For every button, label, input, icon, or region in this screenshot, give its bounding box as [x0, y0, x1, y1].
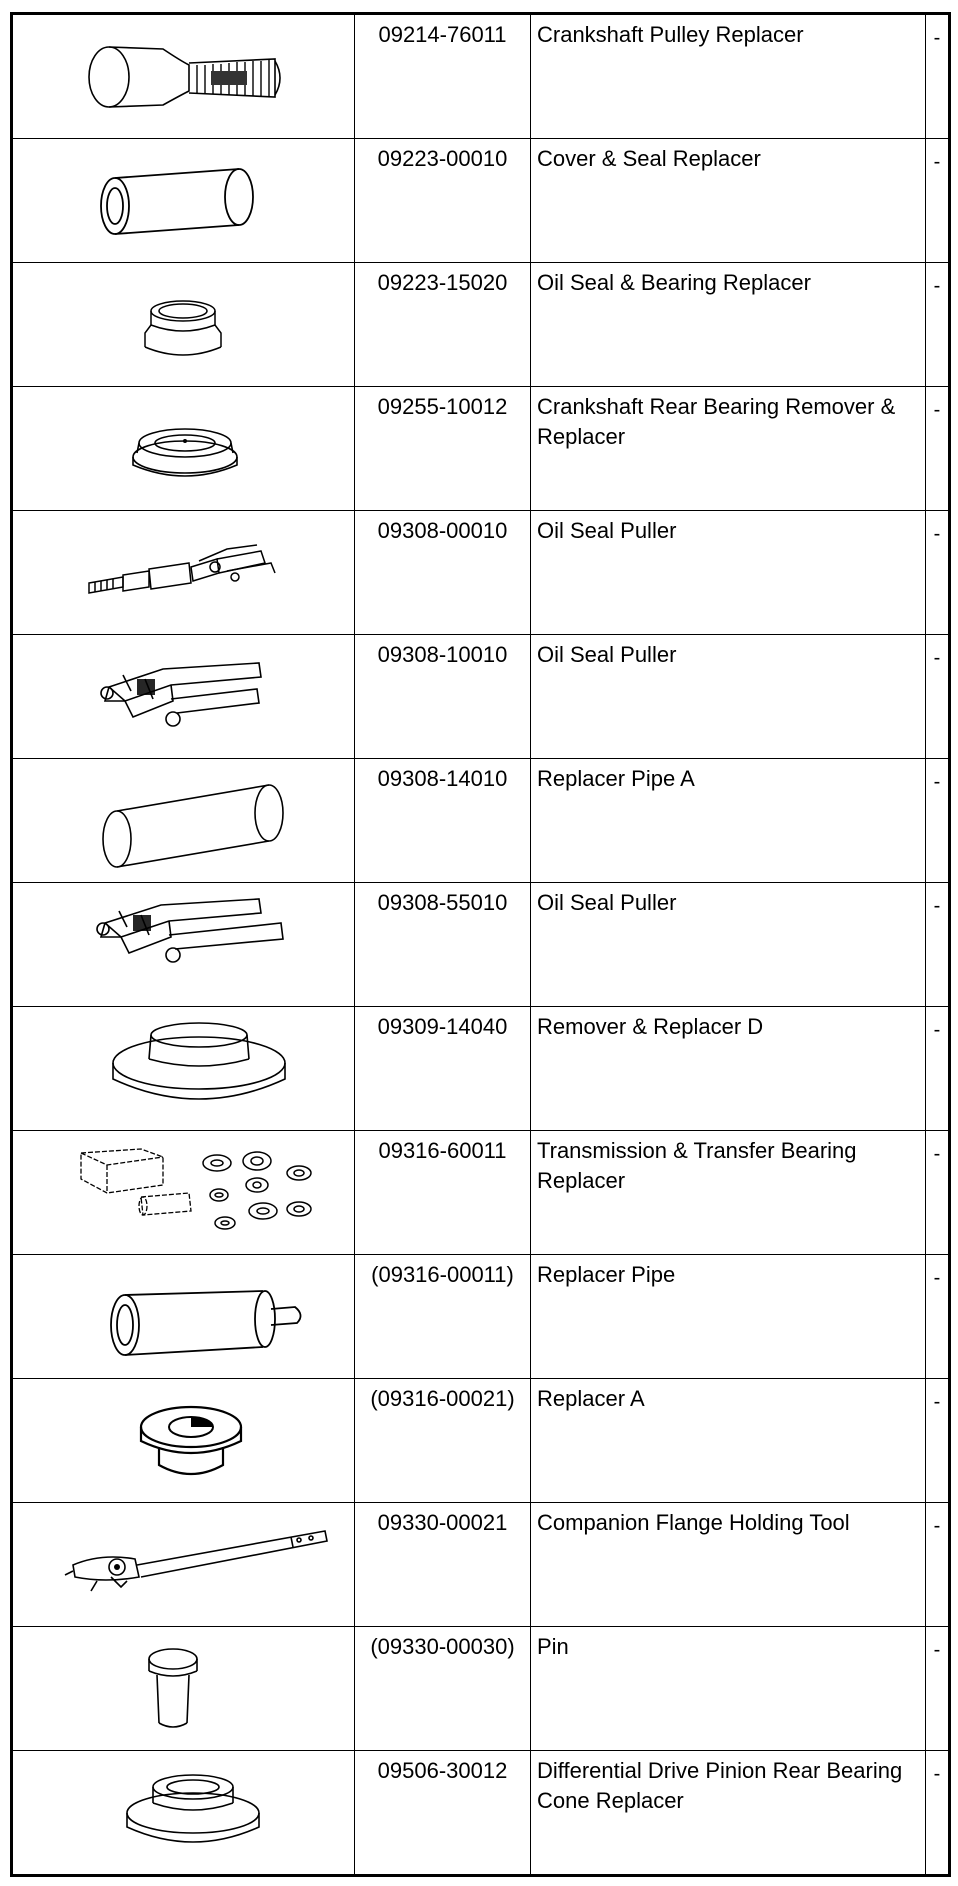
slide-hammer-puller-icon [13, 511, 356, 634]
remark: - [926, 635, 950, 759]
table-row [12, 1255, 950, 1379]
tool-name: Oil Seal Puller [531, 635, 926, 759]
tool-set-icon [13, 1131, 356, 1254]
tool-illustration-cell [12, 1503, 355, 1627]
remark: - [926, 1007, 950, 1131]
tool-name: Replacer Pipe [531, 1255, 926, 1379]
tool-name: Replacer Pipe A [531, 759, 926, 883]
table-row [12, 1751, 950, 1876]
remark: - [926, 1379, 950, 1503]
tool-name: Oil Seal Puller [531, 883, 926, 1007]
tool-illustration-cell [12, 387, 355, 511]
stepped-disc-icon [13, 1007, 356, 1130]
table-row [12, 759, 950, 883]
tool-name: Oil Seal Puller [531, 511, 926, 635]
part-number: 09308-55010 [355, 883, 531, 1007]
part-number: 09316-60011 [355, 1131, 531, 1255]
table-row [12, 1131, 950, 1255]
flanged-replacer-icon [13, 1379, 356, 1502]
remark: - [926, 14, 950, 139]
part-number: (09316-00021) [355, 1379, 531, 1503]
tool-illustration-cell [12, 635, 355, 759]
table-row [12, 1007, 950, 1131]
tool-rows [12, 14, 950, 1876]
part-number: 09308-10010 [355, 635, 531, 759]
remark: - [926, 1503, 950, 1627]
tool-illustration-cell [12, 1255, 355, 1379]
tool-illustration-cell [12, 759, 355, 883]
table-row [12, 1503, 950, 1627]
remark: - [926, 759, 950, 883]
tool-illustration-cell [12, 139, 355, 263]
remark: - [926, 263, 950, 387]
tool-name: Differential Drive Pinion Rear Bearing Cone Replacer [531, 1751, 926, 1876]
remark: - [926, 883, 950, 1007]
remark: - [926, 139, 950, 263]
table-row [12, 14, 950, 139]
table-row [12, 263, 950, 387]
table-row [12, 1379, 950, 1503]
part-number: (09330-00030) [355, 1627, 531, 1751]
tool-name: Pin [531, 1627, 926, 1751]
cover-seal-replacer-icon [13, 139, 356, 262]
table-row [12, 387, 950, 511]
bearing-remover-replacer-icon [13, 387, 356, 510]
tool-name: Remover & Replacer D [531, 1007, 926, 1131]
part-number: 09255-10012 [355, 387, 531, 511]
remark: - [926, 387, 950, 511]
oil-seal-bearing-replacer-icon [13, 263, 356, 386]
tool-illustration-cell [12, 1627, 355, 1751]
tool-name: Transmission & Transfer Bearing Replacer [531, 1131, 926, 1255]
remark: - [926, 1255, 950, 1379]
tool-name: Replacer A [531, 1379, 926, 1503]
tool-illustration-cell [12, 14, 355, 139]
remark: - [926, 1131, 950, 1255]
tool-name: Cover & Seal Replacer [531, 139, 926, 263]
replacer-pipe-pilot-icon [13, 1255, 356, 1378]
tool-illustration-cell [12, 1007, 355, 1131]
flange-holding-tool-icon [13, 1503, 356, 1626]
jaw-puller-icon [13, 883, 356, 1006]
part-number: 09308-14010 [355, 759, 531, 883]
tool-name: Crankshaft Rear Bearing Remover & Replacer [531, 387, 926, 511]
table-row [12, 883, 950, 1007]
pin-icon [13, 1627, 356, 1750]
table-row [12, 1627, 950, 1751]
table-row [12, 139, 950, 263]
tool-name: Crankshaft Pulley Replacer [531, 14, 926, 139]
tool-illustration-cell [12, 263, 355, 387]
part-number: 09223-00010 [355, 139, 531, 263]
part-number: 09309-14040 [355, 1007, 531, 1131]
tool-illustration-cell [12, 1379, 355, 1503]
part-number: 09330-00021 [355, 1503, 531, 1627]
remark: - [926, 1751, 950, 1876]
tool-illustration-cell [12, 1131, 355, 1255]
bearing-cone-replacer-icon [13, 1751, 356, 1874]
part-number: (09316-00011) [355, 1255, 531, 1379]
tool-illustration-cell [12, 1751, 355, 1876]
table-row [12, 635, 950, 759]
table-row [12, 511, 950, 635]
remark: - [926, 1627, 950, 1751]
remark: - [926, 511, 950, 635]
tool-name: Oil Seal & Bearing Replacer [531, 263, 926, 387]
replacer-pipe-icon [13, 759, 356, 882]
part-number: 09214-76011 [355, 14, 531, 139]
part-number: 09223-15020 [355, 263, 531, 387]
special-service-tools-table [10, 12, 951, 1877]
crankshaft-pulley-replacer-icon [13, 15, 356, 138]
tool-illustration-cell [12, 511, 355, 635]
tool-table-sheet [10, 12, 948, 1860]
tool-illustration-cell [12, 883, 355, 1007]
tool-name: Companion Flange Holding Tool [531, 1503, 926, 1627]
part-number: 09308-00010 [355, 511, 531, 635]
part-number: 09506-30012 [355, 1751, 531, 1876]
jaw-puller-icon [13, 635, 356, 758]
